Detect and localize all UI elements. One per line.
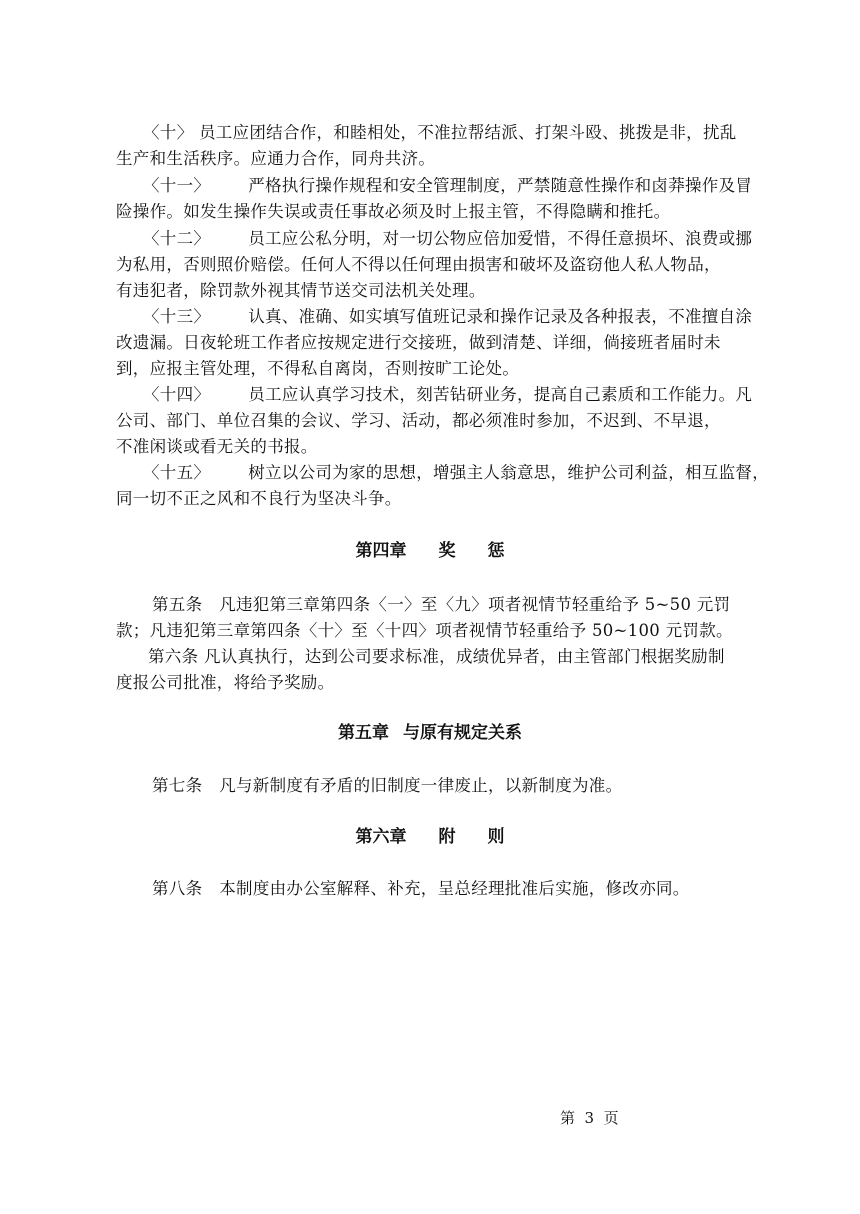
clause-text-line: 险操作。如发生操作失误或责任事故必须及时上报主管，不得隐瞒和推托。 — [116, 202, 671, 221]
article-8 — [116, 876, 756, 902]
clause-text-line: 有违犯者，除罚款外视其情节送交司法机关处理。 — [116, 281, 486, 300]
article-5 — [116, 592, 756, 644]
clause-text-line: 不准闲谈或看无关的书报。 — [116, 437, 318, 456]
clause-10 — [116, 120, 756, 172]
clause-text-line: 改遗漏。日夜轮班工作者应按规定进行交接班，做到清楚、详细，倘接班者届时未 — [116, 333, 721, 352]
clause-11 — [116, 173, 756, 225]
clause-text-line: 员工应公私分明，对一切公物应倍加爱惜，不得任意损坏、浪费或挪 — [248, 229, 753, 248]
clause-text-line: 为私用，否则照价赔偿。任何人不得以任何理由损害和破坏及盗窃他人私人物品， — [116, 255, 721, 274]
clause-number: 〈十〉 — [143, 123, 194, 142]
clause-number: 〈十二〉 — [143, 229, 211, 248]
article-text-line: 度报公司批准，将给予奖励。 — [116, 673, 335, 692]
article-6 — [116, 644, 756, 696]
clause-14 — [116, 382, 756, 460]
clause-15 — [116, 460, 770, 512]
clause-text-line: 员工应团结合作，和睦相处，不准拉帮结派、打架斗殴、挑拨是非，扰乱 — [198, 123, 737, 142]
article-text-line: 第五条 凡违犯第三章第四条〈一〉至〈九〉项者视情节轻重给予 5~50 元罚 — [152, 595, 731, 614]
article-text-line: 第八条 本制度由办公室解释、补充，呈总经理批准后实施，修改亦同。 — [152, 879, 690, 898]
clause-12 — [116, 226, 756, 304]
chapter-6-heading: 第六章 附 则 — [355, 827, 505, 847]
page-number: 第 3 页 — [560, 1109, 619, 1127]
clause-number: 〈十五〉 — [143, 463, 211, 482]
article-text-line: 第六条 凡认真执行，达到公司要求标准，成绩优异者，由主管部门根据奖励制 — [148, 647, 725, 666]
article-7 — [116, 773, 756, 799]
clause-text-line: 同一切不正之风和不良行为坚决斗争。 — [116, 489, 402, 508]
clause-text-line: 员工应认真学习技术，刻苦钻研业务，提高自己素质和工作能力。凡 — [248, 385, 753, 404]
clause-number: 〈十一〉 — [143, 176, 211, 195]
clause-13 — [116, 304, 756, 382]
clause-text-line: 认真、准确、如实填写值班记录和操作记录及各种报表，不准擅自涂 — [248, 307, 753, 326]
clause-number: 〈十四〉 — [143, 385, 211, 404]
clause-text-line: 生产和生活秩序。应通力合作，同舟共济。 — [116, 149, 436, 168]
clause-text-line: 严格执行操作规程和安全管理制度，严禁随意性操作和卤莽操作及冒 — [248, 176, 753, 195]
chapter-5-heading: 第五章 与原有规定关系 — [338, 723, 522, 743]
chapter-4-heading: 第四章 奖 惩 — [355, 541, 505, 561]
clause-text-line: 到，应报主管处理，不得私自离岗，否则按旷工论处。 — [116, 359, 520, 378]
clause-text-line: 树立以公司为家的思想，增强主人翁意思，维护公司利益，相互监督， — [248, 463, 770, 482]
article-text-line: 款；凡违犯第三章第四条〈十〉至〈十四〉项者视情节轻重给予 50~100 元罚款。 — [116, 621, 733, 640]
clause-text-line: 公司、部门、单位召集的会议、学习、活动，都必须准时参加，不迟到、不早退， — [116, 411, 721, 430]
article-text-line: 第七条 凡与新制度有矛盾的旧制度一律废止，以新制度为准。 — [152, 776, 623, 795]
clause-number: 〈十三〉 — [143, 307, 211, 326]
